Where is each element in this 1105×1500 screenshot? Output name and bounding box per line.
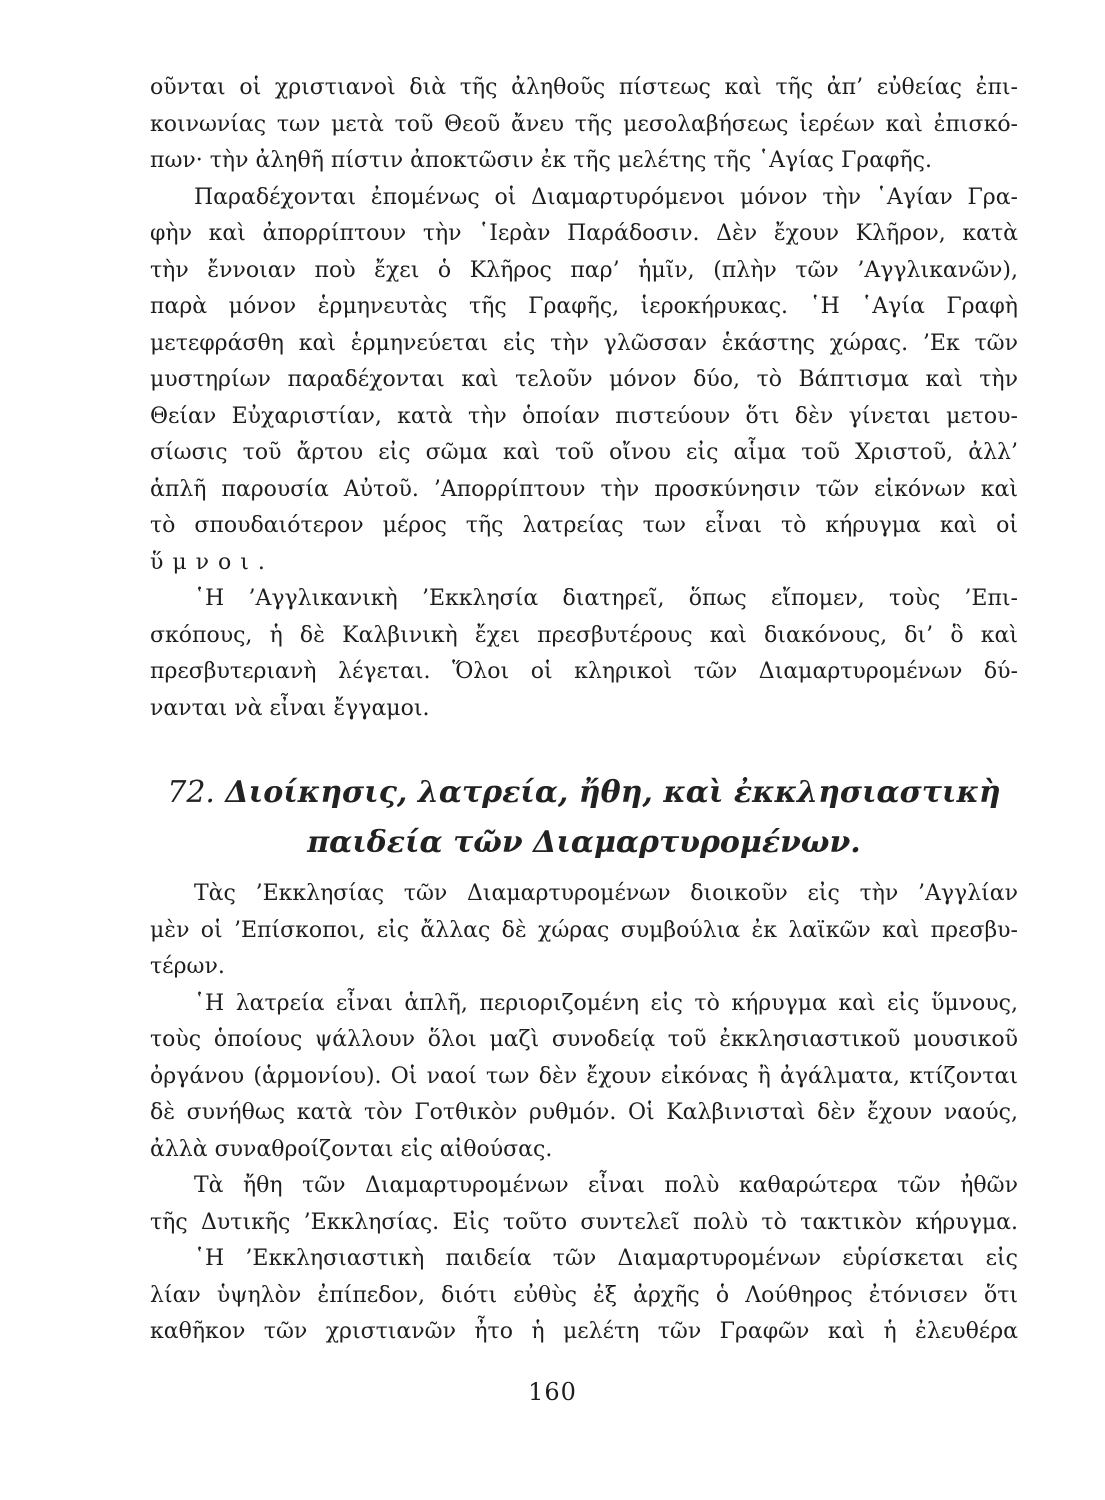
text-line: ὀργάνου (ἁρμονίου). Οἱ ναοί των δὲν ἔχουν εἰκόνας ἢ ἀγάλματα, κτίζονται [150,1063,1018,1089]
text-line: λίαν ὑψηλὸν ἐπίπεδον, διότι εὐθὺς ἐξ ἀρχῆς ὁ Λούθηρος ἐτόνισεν ὅτι [150,1282,1018,1308]
text-line: ὕμνοι. [150,549,274,575]
text-line: Τὰ ἤθη τῶν Διαμαρτυρομένων εἶναι πολὺ καθαρώτερα τῶν ἠθῶν [194,1173,1018,1198]
text-line: τὸ σπουδαιότερον μέρος τῆς λατρείας των εἶναι τὸ κήρυγμα καὶ οἱ [150,513,1018,538]
text-line: παρὰ μόνον ἑρμηνευτὰς τῆς Γραφῆς, ἱεροκήρυκας. ῾Η ῾Αγία Γραφὴ [150,294,1018,319]
section-number: 72. [167,775,215,810]
text-line: σκόπους, ἡ δὲ Καλβινικὴ ἔχει πρεσβυτέρους καὶ διακόνους, δι’ ὃ καὶ [150,622,1018,648]
text-line: μὲν οἱ ’Επίσκοποι, εἰς ἄλλας δὲ χώρας συμβούλια ἐκ λαϊκῶν καὶ πρεσβυ- [150,917,1018,943]
text-block-bottom [150,876,1018,1351]
text-line: Τὰς ’Εκκλησίας τῶν Διαμαρτυρομένων διοικοῦν εἰς τὴν ’Αγγλίαν [194,881,1018,906]
text-line: τὴν ἔννοιαν ποὺ ἔχει ὁ Κλῆρος παρ’ ἡμῖν, (πλὴν τῶν ’Αγγλικανῶν), [150,257,1018,283]
text-line: ῾Η ’Αγγλικανικὴ ’Εκκλησία διατηρεῖ, ὅπως εἴπομεν, τοὺς ’Επι- [194,586,1018,611]
text-line: τῆς Δυτικῆς ’Εκκλησίας. Εἰς τοῦτο συντελεῖ πολὺ τὸ τακτικὸν κήρυγμα. [150,1209,1018,1235]
text-line: πρεσβυτεριανὴ λέγεται. Ὅλοι οἱ κληρικοὶ τῶν Διαμαρτυρομένων δύ- [150,659,1018,684]
text-line: Θείαν Εὐχαριστίαν, κατὰ τὴν ὁποίαν πιστεύουν ὅτι δὲν γίνεται μετου- [150,403,1018,429]
text-line: νανται νὰ εἶναι ἔγγαμοι. [150,695,430,721]
section-title-line-1: Διοίκησις, λατρεία, ἤθη, καὶ ἐκκλησιαστικὴ [225,775,1001,810]
text-line: πων· τὴν ἀληθῆ πίστιν ἀποκτῶσιν ἐκ τῆς μελέτης τῆς ῾Αγίας Γραφῆς. [150,148,932,173]
section-heading-line-1 [150,768,1018,818]
text-line: ἁπλῆ παρουσία Αὐτοῦ. ’Απορρίπτουν τὴν προσκύνησιν τῶν εἰκόνων καὶ [150,476,1018,502]
text-line: ῾Η ’Εκκλησιαστικὴ παιδεία τῶν Διαμαρτυρομένων εὑρίσκεται εἰς [194,1246,1018,1271]
text-line: δὲ συνήθως κατὰ τὸν Γοτθικὸν ρυθμόν. Οἱ Καλβινισταὶ δὲν ἔχουν ναούς, [150,1100,1018,1125]
text-line: σίωσις τοῦ ἄρτου εἰς σῶμα καὶ τοῦ οἴνου εἰς αἷμα τοῦ Χριστοῦ, ἀλλ’ [150,440,1018,465]
section-title-line-2: παιδεία τῶν Διαμαρτυρομένων. [307,825,861,860]
text-block-top [150,70,1018,727]
text-line: τέρων. [150,954,225,979]
page-number: 160 [528,1378,577,1406]
text-line: κοινωνίας των μετὰ τοῦ Θεοῦ ἄνευ τῆς μεσολαβήσεως ἱερέων καὶ ἐπισκό- [150,111,1018,137]
text-line: ῾Η λατρεία εἶναι ἁπλῆ, περιοριζομένη εἰς τὸ κήρυγμα καὶ εἰς ὕμνους, [194,990,1018,1016]
section-heading [150,768,1018,868]
text-line: φὴν καὶ ἀπορρίπτουν τὴν ῾Ιερὰν Παράδοσιν. Δὲν ἔχουν Κλῆρον, κατὰ [150,221,1018,246]
text-line: Παραδέχονται ἐπομένως οἱ Διαμαρτυρόμενοι μόνον τὴν ῾Αγίαν Γρα- [194,184,1018,210]
text-line: μυστηρίων παραδέχονται καὶ τελοῦν μόνον δύο, τὸ Βάπτισμα καὶ τὴν [150,367,1018,392]
text-line: καθῆκον τῶν χριστιανῶν ἦτο ἡ μελέτη τῶν Γραφῶν καὶ ἡ ἐλευθέρα [150,1319,1018,1344]
text-line: μετεφράσθη καὶ ἑρμηνεύεται εἰς τὴν γλῶσσαν ἑκάστης χώρας. ’Εκ τῶν [150,330,1018,356]
text-line: οῦνται οἱ χριστιανοὶ διὰ τῆς ἀληθοῦς πίστεως καὶ τῆς ἀπ’ εὐθείας ἐπι- [150,75,1018,100]
text-line: τοὺς ὁποίους ψάλλουν ὅλοι μαζὶ συνοδείᾳ τοῦ ἐκκλησιαστικοῦ μουσικοῦ [150,1027,1018,1052]
text-line: ἀλλὰ συναθροίζονται εἰς αἰθούσας. [150,1136,553,1162]
